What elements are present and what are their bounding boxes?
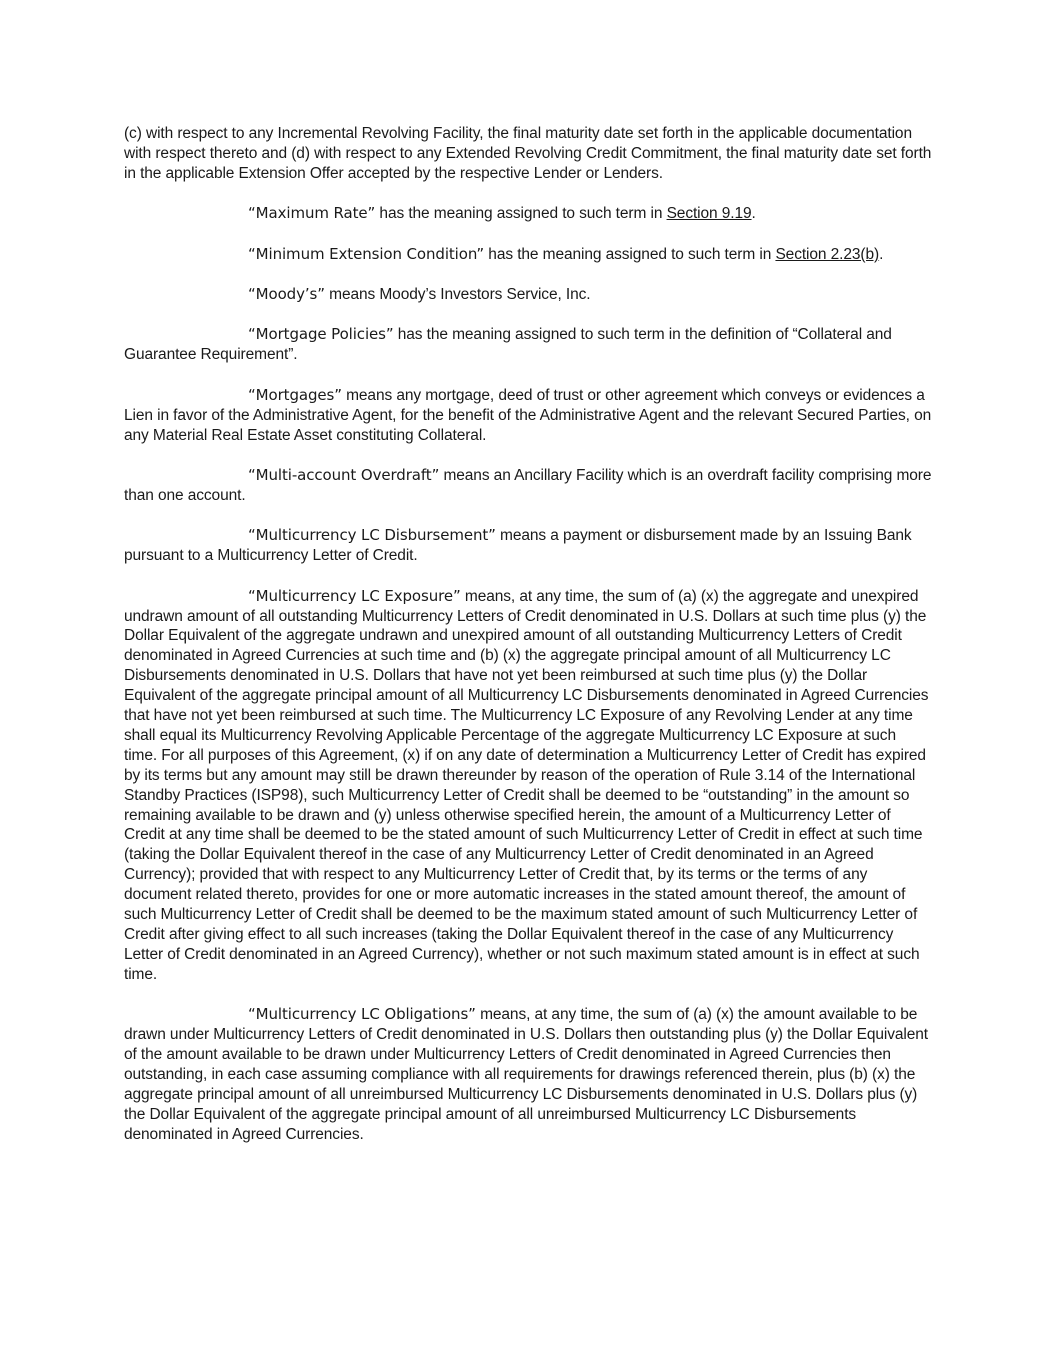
definition-text: means, at any time, the sum of (a) (x) the amount available to be drawn under Multicurrency Letters of Credit denominated in U.S. Dollars then outstanding plus (y) the Dollar Equivalent of the amount available to be drawn under Multicurrency Letters of Credit denominated in Agreed Currencies then outstanding, in each case assuming compliance with all requirements for drawings referenced therein, plus (b) (x) the aggregate principal amount of all unreimbursed Multicurrency LC Disbursements denominated in U.S. Dollars plus (y) the Dollar Equivalent of the aggregate principal amount of all unreimbursed Multicurrency LC Disbursements denominated in Agreed Currencies. bbox=[124, 1006, 928, 1143]
definition-text: has the meaning assigned to such term in bbox=[375, 205, 667, 223]
defined-term: “Moody’s” bbox=[248, 285, 325, 304]
definition-multicurrency-lc-exposure bbox=[124, 587, 932, 985]
definition-multicurrency-lc-disbursement bbox=[124, 526, 932, 566]
defined-term: “Mortgages” bbox=[248, 385, 342, 404]
definition-text: has the meaning assigned to such term in the definition of “Collateral and Guarantee Requirement”. bbox=[124, 326, 892, 364]
defined-term: “Multi-account Overdraft” bbox=[248, 465, 440, 484]
document-page bbox=[124, 124, 932, 1165]
definition-text-end: . bbox=[751, 205, 756, 223]
definition-multicurrency-lc-obligations bbox=[124, 1005, 932, 1144]
definition-mortgage-policies bbox=[124, 325, 932, 365]
defined-term: “Minimum Extension Condition” bbox=[248, 244, 485, 263]
definition-mortgages bbox=[124, 386, 932, 446]
definition-text: means an Ancillary Facility which is an overdraft facility comprising more than one account. bbox=[124, 466, 932, 504]
definition-text: means, at any time, the sum of (a) (x) the aggregate and unexpired undrawn amount of all outstanding Multicurrency Letters of Credit denominated in U.S. Dollars at such time plus (y) the Dollar Equivalent of the aggregate undrawn and unexpired amount of all outstanding Multicurrency Letters of Credit denominated in Agreed Currencies at such time and (b) (x) the aggregate principal amount of all Multicurrency LC Disbursements denominated in U.S. Dollars that have not yet been reimbursed at such time plus (y) the Dollar Equivalent of the aggregate principal amount of all Multicurrency LC Disbursements denominated in Agreed Currencies that have not yet been reimbursed at such time. The Multicurrency LC Exposure of any Revolving Lender at any time shall equal its Multicurrency Revolving Applicable Percentage of the aggregate Multicurrency LC Exposure at such time. For all purposes of this Agreement, (x) if on any date of determination a Multicurrency Letter of Credit has expired by its terms but any amount may still be drawn thereunder by reason of the operation of Rule 3.14 of the International Standby Practices (ISP98), such Multicurrency Letter of Credit shall be deemed to be “outstanding” in the amount so remaining available to be drawn and (y) unless otherwise specified herein, the amount of a Multicurrency Letter of Credit at any time shall be deemed to be the stated amount of such Multicurrency Letter of Credit in effect at such time (taking the Dollar Equivalent thereof in the case of any Multicurrency Letter of Credit denominated in an Agreed Currency); provided that with respect to any Multicurrency Letter of Credit that, by its terms or the terms of any document related thereto, provides for one or more automatic increases in the stated amount thereof, the amount of such Multicurrency Letter of Credit shall be deemed to be the maximum stated amount of such Multicurrency Letter of Credit after giving effect to all such increases (taking the Dollar Equivalent thereof in the case of any Multicurrency Letter of Credit denominated in an Agreed Currency), whether or not such maximum stated amount is in effect at such time. bbox=[124, 587, 929, 983]
definition-multi-account-overdraft bbox=[124, 466, 932, 506]
section-reference-link[interactable]: Section 2.23(b) bbox=[775, 245, 880, 263]
definition-minimum-extension-condition bbox=[124, 245, 932, 265]
defined-term: “Mortgage Policies” bbox=[248, 325, 394, 344]
definition-maximum-rate bbox=[124, 204, 932, 224]
definition-text: means a payment or disbursement made by an Issuing Bank pursuant to a Multicurrency Letter of Credit. bbox=[124, 527, 912, 565]
defined-term: “Multicurrency LC Disbursement” bbox=[248, 526, 496, 545]
defined-term: “Multicurrency LC Obligations” bbox=[248, 1005, 476, 1024]
section-reference-link[interactable]: Section 9.19 bbox=[666, 205, 752, 223]
definition-text: means any mortgage, deed of trust or other agreement which conveys or evidences a Lien in favor of the Administrative Agent, for the benefit of the Administrative Agent and the relevant Secured Parties, on any Material Real Estate Asset constituting Collateral. bbox=[124, 386, 932, 444]
continuation-paragraph: (c) with respect to any Incremental Revolving Facility, the final maturity date set forth in the applicable documentation with respect thereto and (d) with respect to any Extended Revolving Credit Commitment, the final maturity date set forth in the applicable Extension Offer accepted by the respective Lender or Lenders. bbox=[124, 125, 932, 182]
definition-moodys bbox=[124, 285, 932, 305]
defined-term: “Multicurrency LC Exposure” bbox=[248, 586, 461, 605]
definition-text: has the meaning assigned to such term in bbox=[484, 245, 776, 263]
definition-text-end: . bbox=[879, 245, 884, 263]
defined-term: “Maximum Rate” bbox=[248, 204, 376, 223]
definition-text: means Moody’s Investors Service, Inc. bbox=[324, 286, 591, 304]
